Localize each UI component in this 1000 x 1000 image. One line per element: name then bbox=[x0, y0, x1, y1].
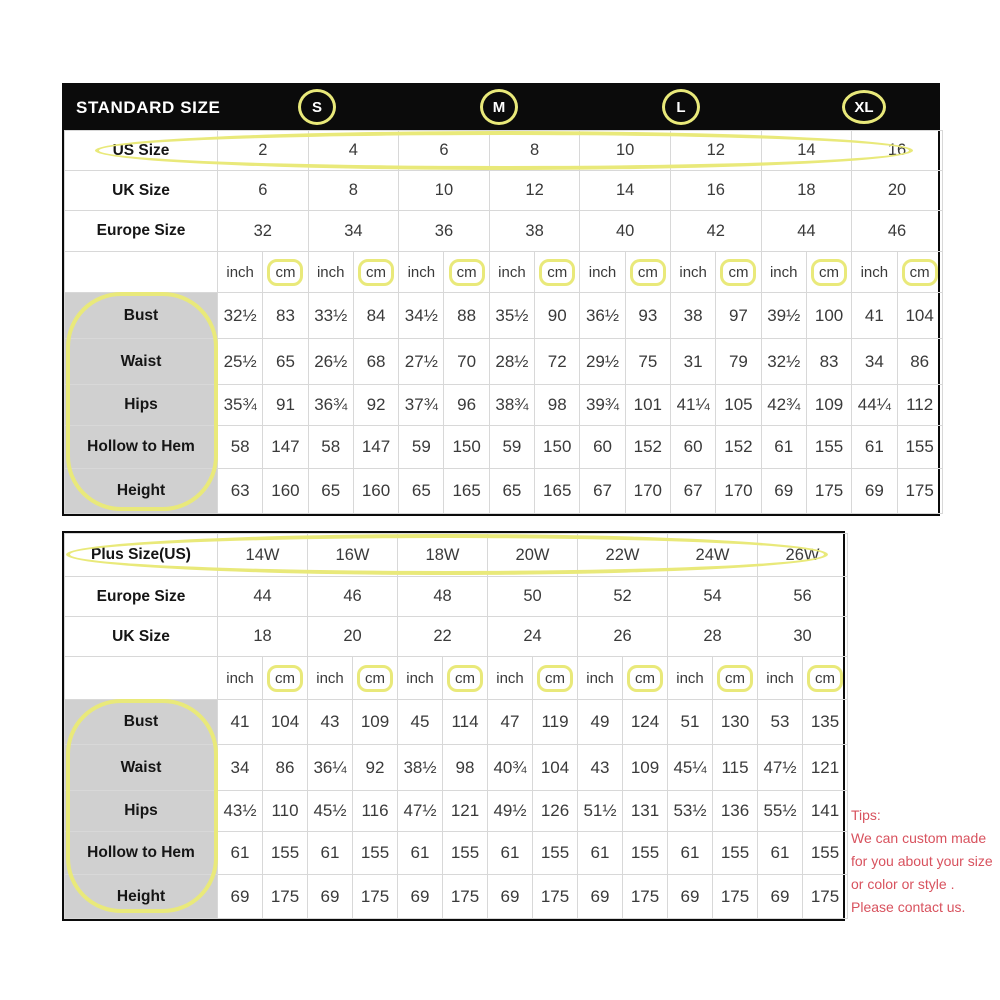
unit-row-empty-label bbox=[65, 657, 218, 700]
measure-value-cell: 67 bbox=[670, 469, 715, 514]
measure-value-cell: 91 bbox=[263, 385, 308, 426]
cm-highlight-box: cm bbox=[717, 665, 753, 692]
size-value-cell: 52 bbox=[578, 577, 668, 617]
inch-unit-cell: inch bbox=[852, 252, 897, 293]
measure-row-label: Waist bbox=[65, 339, 218, 385]
measure-value-cell: 69 bbox=[308, 875, 353, 919]
measure-value-cell: 65 bbox=[399, 469, 444, 514]
measure-value-cell: 68 bbox=[353, 339, 398, 385]
measure-value-cell: 28½ bbox=[489, 339, 534, 385]
measure-value-cell: 59 bbox=[399, 426, 444, 469]
measure-value-cell: 92 bbox=[353, 745, 398, 791]
inch-unit-cell: inch bbox=[308, 252, 353, 293]
measure-value-cell: 93 bbox=[625, 293, 670, 339]
measure-value-cell: 86 bbox=[897, 339, 942, 385]
measure-value-cell: 29½ bbox=[580, 339, 625, 385]
measure-value-cell: 155 bbox=[263, 832, 308, 875]
size-value-cell: 36 bbox=[399, 211, 490, 252]
plus-size-grid bbox=[64, 533, 848, 919]
measure-value-cell: 155 bbox=[803, 832, 848, 875]
measure-value-cell: 152 bbox=[716, 426, 761, 469]
measure-value-cell: 38¾ bbox=[489, 385, 534, 426]
measure-value-cell: 124 bbox=[623, 700, 668, 745]
table-row bbox=[65, 293, 943, 339]
measure-value-cell: 175 bbox=[533, 875, 578, 919]
measure-value-cell: 83 bbox=[806, 339, 851, 385]
measure-value-cell: 155 bbox=[623, 832, 668, 875]
table-row bbox=[65, 171, 943, 211]
row-label: UK Size bbox=[65, 171, 218, 211]
measure-value-cell: 115 bbox=[713, 745, 758, 791]
cm-highlight-box: cm bbox=[447, 665, 483, 692]
tips-line-2: for you about your size bbox=[851, 853, 993, 869]
measure-value-cell: 25½ bbox=[218, 339, 263, 385]
table-row bbox=[65, 617, 848, 657]
cm-unit-cell bbox=[535, 252, 580, 293]
size-value-cell: 4 bbox=[308, 131, 399, 171]
cm-unit-cell bbox=[713, 657, 758, 700]
measure-value-cell: 97 bbox=[716, 293, 761, 339]
measure-value-cell: 114 bbox=[443, 700, 488, 745]
measure-value-cell: 147 bbox=[353, 426, 398, 469]
size-value-cell: 44 bbox=[218, 577, 308, 617]
cm-highlight-box: cm bbox=[267, 665, 303, 692]
cm-unit-cell bbox=[716, 252, 761, 293]
measure-value-cell: 90 bbox=[535, 293, 580, 339]
size-value-cell: 2 bbox=[218, 131, 309, 171]
measure-value-cell: 47½ bbox=[398, 791, 443, 832]
measure-value-cell: 136 bbox=[713, 791, 758, 832]
table-row bbox=[65, 700, 848, 745]
measure-value-cell: 104 bbox=[263, 700, 308, 745]
measure-value-cell: 155 bbox=[533, 832, 578, 875]
measure-value-cell: 83 bbox=[263, 293, 308, 339]
measure-value-cell: 104 bbox=[533, 745, 578, 791]
table-row bbox=[65, 385, 943, 426]
cm-unit-cell bbox=[897, 252, 942, 293]
measure-value-cell: 49½ bbox=[488, 791, 533, 832]
measure-value-cell: 36½ bbox=[580, 293, 625, 339]
measure-value-cell: 60 bbox=[580, 426, 625, 469]
measure-value-cell: 69 bbox=[398, 875, 443, 919]
measure-value-cell: 55½ bbox=[758, 791, 803, 832]
measure-value-cell: 33½ bbox=[308, 293, 353, 339]
cm-highlight-box: cm bbox=[807, 665, 843, 692]
measure-value-cell: 34 bbox=[218, 745, 263, 791]
measure-value-cell: 109 bbox=[623, 745, 668, 791]
measure-value-cell: 36¾ bbox=[308, 385, 353, 426]
measure-value-cell: 63 bbox=[218, 469, 263, 514]
size-value-cell: 46 bbox=[852, 211, 943, 252]
measure-value-cell: 47½ bbox=[758, 745, 803, 791]
measure-value-cell: 175 bbox=[263, 875, 308, 919]
standard-size-title: STANDARD SIZE bbox=[76, 97, 221, 117]
measure-value-cell: 38 bbox=[670, 293, 715, 339]
measure-value-cell: 75 bbox=[625, 339, 670, 385]
measure-value-cell: 65 bbox=[489, 469, 534, 514]
row-label: Europe Size bbox=[65, 577, 218, 617]
measure-value-cell: 38½ bbox=[398, 745, 443, 791]
inch-unit-cell: inch bbox=[488, 657, 533, 700]
measure-value-cell: 155 bbox=[713, 832, 758, 875]
measure-value-cell: 155 bbox=[806, 426, 851, 469]
size-value-cell: 56 bbox=[758, 577, 848, 617]
measure-value-cell: 175 bbox=[713, 875, 758, 919]
standard-size-grid bbox=[64, 130, 943, 514]
measure-value-cell: 155 bbox=[353, 832, 398, 875]
measure-value-cell: 65 bbox=[263, 339, 308, 385]
cm-highlight-box: cm bbox=[630, 259, 666, 286]
measure-value-cell: 43 bbox=[308, 700, 353, 745]
measure-value-cell: 105 bbox=[716, 385, 761, 426]
measure-value-cell: 35½ bbox=[489, 293, 534, 339]
size-group-letter-xl: XL bbox=[842, 90, 886, 124]
size-value-cell: 18W bbox=[398, 534, 488, 577]
measure-value-cell: 61 bbox=[488, 832, 533, 875]
measure-value-cell: 150 bbox=[444, 426, 489, 469]
cm-unit-cell bbox=[803, 657, 848, 700]
measure-value-cell: 61 bbox=[308, 832, 353, 875]
size-value-cell: 38 bbox=[489, 211, 580, 252]
table-row bbox=[65, 832, 848, 875]
measure-value-cell: 79 bbox=[716, 339, 761, 385]
plus-size-table bbox=[62, 531, 845, 921]
size-group-letter-m: M bbox=[480, 89, 518, 125]
size-value-cell: 34 bbox=[308, 211, 399, 252]
measure-row-label: Hips bbox=[65, 791, 218, 832]
table-row bbox=[65, 211, 943, 252]
size-value-cell: 6 bbox=[218, 171, 309, 211]
size-value-cell: 42 bbox=[670, 211, 761, 252]
cm-highlight-box: cm bbox=[902, 259, 938, 286]
measure-value-cell: 88 bbox=[444, 293, 489, 339]
measure-value-cell: 43½ bbox=[218, 791, 263, 832]
measure-value-cell: 44¼ bbox=[852, 385, 897, 426]
measure-value-cell: 58 bbox=[308, 426, 353, 469]
measure-value-cell: 61 bbox=[761, 426, 806, 469]
cm-unit-cell bbox=[444, 252, 489, 293]
inch-unit-cell: inch bbox=[668, 657, 713, 700]
cm-unit-cell bbox=[353, 252, 398, 293]
measure-value-cell: 150 bbox=[535, 426, 580, 469]
cm-unit-cell bbox=[533, 657, 578, 700]
measure-value-cell: 155 bbox=[897, 426, 942, 469]
cm-highlight-box: cm bbox=[720, 259, 756, 286]
measure-value-cell: 67 bbox=[580, 469, 625, 514]
tips-line-4: Please contact us. bbox=[851, 899, 966, 915]
cm-unit-cell bbox=[263, 657, 308, 700]
measure-value-cell: 61 bbox=[852, 426, 897, 469]
size-value-cell: 8 bbox=[489, 131, 580, 171]
size-value-cell: 16 bbox=[852, 131, 943, 171]
tips-line-1: We can custom made bbox=[851, 830, 987, 846]
inch-unit-cell: inch bbox=[758, 657, 803, 700]
measure-value-cell: 175 bbox=[897, 469, 942, 514]
size-value-cell: 26W bbox=[758, 534, 848, 577]
measure-value-cell: 69 bbox=[218, 875, 263, 919]
measure-value-cell: 26½ bbox=[308, 339, 353, 385]
row-label: UK Size bbox=[65, 617, 218, 657]
measure-value-cell: 147 bbox=[263, 426, 308, 469]
size-value-cell: 8 bbox=[308, 171, 399, 211]
measure-value-cell: 60 bbox=[670, 426, 715, 469]
row-label: US Size bbox=[65, 131, 218, 171]
measure-value-cell: 59 bbox=[489, 426, 534, 469]
size-value-cell: 12 bbox=[489, 171, 580, 211]
size-group-letter-s: S bbox=[298, 89, 336, 125]
measure-value-cell: 32½ bbox=[218, 293, 263, 339]
cm-unit-cell bbox=[443, 657, 488, 700]
measure-row-label: Hips bbox=[65, 385, 218, 426]
cm-highlight-box: cm bbox=[627, 665, 663, 692]
size-value-cell: 24 bbox=[488, 617, 578, 657]
standard-size-header bbox=[64, 85, 938, 130]
measure-value-cell: 35¾ bbox=[218, 385, 263, 426]
measure-value-cell: 69 bbox=[578, 875, 623, 919]
size-value-cell: 22W bbox=[578, 534, 668, 577]
measure-value-cell: 45½ bbox=[308, 791, 353, 832]
size-value-cell: 14 bbox=[580, 171, 671, 211]
measure-value-cell: 175 bbox=[803, 875, 848, 919]
cm-unit-cell bbox=[623, 657, 668, 700]
measure-value-cell: 155 bbox=[443, 832, 488, 875]
size-value-cell: 14 bbox=[761, 131, 852, 171]
cm-highlight-box: cm bbox=[811, 259, 847, 286]
measure-value-cell: 104 bbox=[897, 293, 942, 339]
size-value-cell: 14W bbox=[218, 534, 308, 577]
measure-row-label: Height bbox=[65, 875, 218, 919]
size-value-cell: 16 bbox=[670, 171, 761, 211]
measure-value-cell: 126 bbox=[533, 791, 578, 832]
measure-value-cell: 72 bbox=[535, 339, 580, 385]
measure-value-cell: 175 bbox=[623, 875, 668, 919]
measure-value-cell: 61 bbox=[758, 832, 803, 875]
measure-value-cell: 170 bbox=[716, 469, 761, 514]
measure-value-cell: 31 bbox=[670, 339, 715, 385]
measure-value-cell: 61 bbox=[398, 832, 443, 875]
cm-unit-cell bbox=[625, 252, 670, 293]
table-row bbox=[65, 534, 848, 577]
cm-highlight-box: cm bbox=[358, 259, 394, 286]
measure-value-cell: 110 bbox=[263, 791, 308, 832]
measure-value-cell: 121 bbox=[803, 745, 848, 791]
measure-row-label: Hollow to Hem bbox=[65, 426, 218, 469]
measure-value-cell: 165 bbox=[535, 469, 580, 514]
measure-value-cell: 42¾ bbox=[761, 385, 806, 426]
measure-value-cell: 45¼ bbox=[668, 745, 713, 791]
size-value-cell: 30 bbox=[758, 617, 848, 657]
measure-value-cell: 109 bbox=[353, 700, 398, 745]
cm-highlight-box: cm bbox=[357, 665, 393, 692]
measure-row-label: Hollow to Hem bbox=[65, 832, 218, 875]
size-value-cell: 6 bbox=[399, 131, 490, 171]
measure-value-cell: 135 bbox=[803, 700, 848, 745]
size-value-cell: 44 bbox=[761, 211, 852, 252]
table-row bbox=[65, 131, 943, 171]
inch-unit-cell: inch bbox=[580, 252, 625, 293]
measure-value-cell: 175 bbox=[443, 875, 488, 919]
cm-unit-cell bbox=[263, 252, 308, 293]
row-label: Europe Size bbox=[65, 211, 218, 252]
measure-value-cell: 34 bbox=[852, 339, 897, 385]
measure-value-cell: 41 bbox=[852, 293, 897, 339]
tips-line-3: or color or style . bbox=[851, 876, 955, 892]
measure-value-cell: 116 bbox=[353, 791, 398, 832]
table-row bbox=[65, 339, 943, 385]
size-value-cell: 22 bbox=[398, 617, 488, 657]
measure-value-cell: 170 bbox=[625, 469, 670, 514]
measure-value-cell: 61 bbox=[218, 832, 263, 875]
measure-value-cell: 100 bbox=[806, 293, 851, 339]
measure-value-cell: 160 bbox=[353, 469, 398, 514]
measure-value-cell: 98 bbox=[535, 385, 580, 426]
size-value-cell: 20 bbox=[308, 617, 398, 657]
cm-highlight-box: cm bbox=[267, 259, 303, 286]
size-value-cell: 26 bbox=[578, 617, 668, 657]
measure-value-cell: 49 bbox=[578, 700, 623, 745]
inch-unit-cell: inch bbox=[761, 252, 806, 293]
measure-value-cell: 32½ bbox=[761, 339, 806, 385]
size-value-cell: 16W bbox=[308, 534, 398, 577]
measure-value-cell: 61 bbox=[668, 832, 713, 875]
measure-value-cell: 41¼ bbox=[670, 385, 715, 426]
measure-value-cell: 96 bbox=[444, 385, 489, 426]
size-value-cell: 20 bbox=[852, 171, 943, 211]
measure-value-cell: 165 bbox=[444, 469, 489, 514]
measure-value-cell: 34½ bbox=[399, 293, 444, 339]
measure-value-cell: 109 bbox=[806, 385, 851, 426]
measure-value-cell: 70 bbox=[444, 339, 489, 385]
table-row bbox=[65, 577, 848, 617]
measure-value-cell: 160 bbox=[263, 469, 308, 514]
inch-unit-cell: inch bbox=[670, 252, 715, 293]
measure-value-cell: 41 bbox=[218, 700, 263, 745]
size-group-letter-l: L bbox=[662, 89, 700, 125]
row-label: Plus Size(US) bbox=[65, 534, 218, 577]
inch-unit-cell: inch bbox=[489, 252, 534, 293]
measure-value-cell: 69 bbox=[758, 875, 803, 919]
measure-value-cell: 131 bbox=[623, 791, 668, 832]
inch-unit-cell: inch bbox=[398, 657, 443, 700]
measure-value-cell: 175 bbox=[806, 469, 851, 514]
size-value-cell: 50 bbox=[488, 577, 578, 617]
table-row bbox=[65, 875, 848, 919]
measure-value-cell: 98 bbox=[443, 745, 488, 791]
inch-unit-cell: inch bbox=[578, 657, 623, 700]
size-value-cell: 18 bbox=[761, 171, 852, 211]
size-value-cell: 18 bbox=[218, 617, 308, 657]
measure-value-cell: 36¼ bbox=[308, 745, 353, 791]
standard-size-table bbox=[62, 83, 940, 516]
cm-unit-cell bbox=[353, 657, 398, 700]
measure-value-cell: 119 bbox=[533, 700, 578, 745]
table-row bbox=[65, 469, 943, 514]
custom-made-tips bbox=[851, 804, 1000, 919]
measure-value-cell: 69 bbox=[761, 469, 806, 514]
table-row bbox=[65, 791, 848, 832]
measure-value-cell: 39¾ bbox=[580, 385, 625, 426]
measure-value-cell: 43 bbox=[578, 745, 623, 791]
measure-value-cell: 84 bbox=[353, 293, 398, 339]
measure-value-cell: 53½ bbox=[668, 791, 713, 832]
measure-value-cell: 65 bbox=[308, 469, 353, 514]
size-value-cell: 10 bbox=[580, 131, 671, 171]
cm-unit-cell bbox=[806, 252, 851, 293]
size-value-cell: 28 bbox=[668, 617, 758, 657]
size-value-cell: 48 bbox=[398, 577, 488, 617]
table-row bbox=[65, 745, 848, 791]
table-row bbox=[65, 252, 943, 293]
size-value-cell: 12 bbox=[670, 131, 761, 171]
inch-unit-cell: inch bbox=[218, 657, 263, 700]
measure-value-cell: 175 bbox=[353, 875, 398, 919]
inch-unit-cell: inch bbox=[308, 657, 353, 700]
measure-value-cell: 121 bbox=[443, 791, 488, 832]
measure-value-cell: 47 bbox=[488, 700, 533, 745]
tips-title: Tips: bbox=[851, 807, 881, 823]
unit-row-empty-label bbox=[65, 252, 218, 293]
measure-value-cell: 130 bbox=[713, 700, 758, 745]
measure-value-cell: 53 bbox=[758, 700, 803, 745]
measure-value-cell: 40¾ bbox=[488, 745, 533, 791]
inch-unit-cell: inch bbox=[399, 252, 444, 293]
size-value-cell: 54 bbox=[668, 577, 758, 617]
measure-value-cell: 92 bbox=[353, 385, 398, 426]
measure-value-cell: 101 bbox=[625, 385, 670, 426]
measure-value-cell: 69 bbox=[488, 875, 533, 919]
measure-row-label: Waist bbox=[65, 745, 218, 791]
measure-value-cell: 141 bbox=[803, 791, 848, 832]
measure-value-cell: 51 bbox=[668, 700, 713, 745]
inch-unit-cell: inch bbox=[218, 252, 263, 293]
table-row bbox=[65, 426, 943, 469]
size-value-cell: 24W bbox=[668, 534, 758, 577]
measure-value-cell: 39½ bbox=[761, 293, 806, 339]
table-row bbox=[65, 657, 848, 700]
measure-value-cell: 58 bbox=[218, 426, 263, 469]
cm-highlight-box: cm bbox=[449, 259, 485, 286]
measure-value-cell: 27½ bbox=[399, 339, 444, 385]
measure-row-label: Height bbox=[65, 469, 218, 514]
measure-row-label: Bust bbox=[65, 293, 218, 339]
size-value-cell: 40 bbox=[580, 211, 671, 252]
size-value-cell: 46 bbox=[308, 577, 398, 617]
size-value-cell: 32 bbox=[218, 211, 309, 252]
cm-highlight-box: cm bbox=[539, 259, 575, 286]
size-value-cell: 10 bbox=[399, 171, 490, 211]
measure-row-label: Bust bbox=[65, 700, 218, 745]
measure-value-cell: 51½ bbox=[578, 791, 623, 832]
measure-value-cell: 37¾ bbox=[399, 385, 444, 426]
measure-value-cell: 69 bbox=[852, 469, 897, 514]
size-value-cell: 20W bbox=[488, 534, 578, 577]
measure-value-cell: 152 bbox=[625, 426, 670, 469]
measure-value-cell: 61 bbox=[578, 832, 623, 875]
cm-highlight-box: cm bbox=[537, 665, 573, 692]
measure-value-cell: 69 bbox=[668, 875, 713, 919]
measure-value-cell: 45 bbox=[398, 700, 443, 745]
measure-value-cell: 86 bbox=[263, 745, 308, 791]
measure-value-cell: 112 bbox=[897, 385, 942, 426]
